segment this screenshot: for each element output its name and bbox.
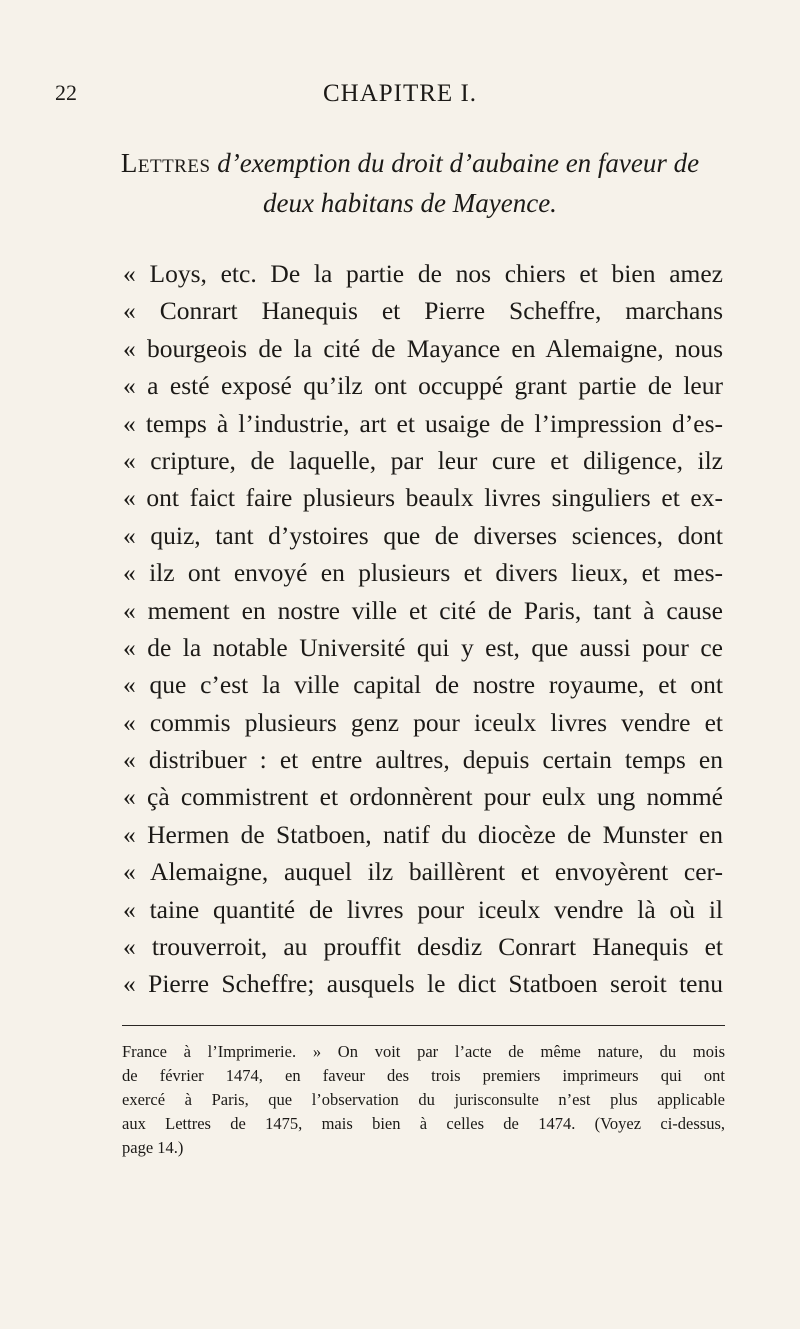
body-line: « de la notable Université qui y est, que aussi pour ce — [123, 632, 723, 662]
body-line: « bourgeois de la cité de Mayance en Alemaigne, nous — [123, 333, 723, 363]
title-italic-text: d’exemption du droit d’aubaine en faveur de — [217, 148, 700, 178]
page-number: 22 — [55, 80, 77, 105]
body-line: « a esté exposé qu’ilz ont occuppé grant partie de leur — [123, 371, 723, 401]
body-line: « Conrart Hanequis et Pierre Scheffre, marchans — [123, 296, 723, 326]
body-line: « temps à l’industrie, art et usaige de l’impression d’es- — [123, 408, 723, 438]
body-line: « Loys, etc. De la partie de nos chiers et bien amez — [123, 259, 723, 288]
body-line: « ont faict faire plusieurs beaulx livres singuliers et ex- — [123, 483, 723, 513]
body-line: « taine quantité de livres pour iceulx vendre là où il — [123, 894, 723, 924]
body-line: « cripture, de laquelle, par leur cure et diligence, ilz — [123, 445, 723, 475]
footnote-line: aux Lettres de 1475, mais bien à celles de 1474. (Voyez ci-dessus, — [122, 1114, 725, 1133]
body-line: « Alemaigne, auquel ilz baillèrent et envoyèrent cer- — [123, 857, 723, 887]
body-line: « trouverroit, au prouffit desdiz Conrart Hanequis et — [123, 932, 723, 962]
footnote-line: page 14.) — [122, 1138, 184, 1157]
footnote-line: de février 1474, en faveur des trois premiers imprimeurs qui ont — [122, 1066, 725, 1085]
body-line: « que c’est la ville capital de nostre royaume, et ont — [123, 670, 723, 700]
body-text — [123, 255, 723, 1003]
footnote-line: France à l’Imprimerie. » On voit par l’acte de même nature, du mois — [122, 1042, 725, 1061]
body-line: « Hermen de Statboen, natif du diocèze de Munster en — [123, 819, 723, 849]
body-line: « Pierre Scheffre; ausquels le dict Statboen seroit tenu — [123, 969, 723, 999]
body-line: « commis plusieurs genz pour iceulx livres vendre et — [123, 707, 723, 737]
body-line: « ilz ont envoyé en plusieurs et divers lieux, et mes- — [123, 558, 723, 588]
body-line: « quiz, tant d’ystoires que de diverses sciences, dont — [123, 520, 723, 550]
body-line: « distribuer : et entre aultres, depuis certain temps en — [123, 745, 723, 775]
title-line-2: deux habitans de Mayence. — [263, 188, 557, 218]
footnote-line: exercé à Paris, que l’observation du jurisconsulte n’est plus applicable — [122, 1090, 725, 1109]
footnote-divider — [122, 1025, 725, 1026]
running-head: CHAPITRE I. — [322, 80, 478, 107]
section-title — [60, 143, 760, 223]
footnote — [122, 1040, 725, 1160]
body-line: « çà commistrent et ordonnèrent pour eulx ung nommé — [123, 782, 723, 812]
title-line-1 — [60, 143, 760, 183]
page-header — [55, 80, 745, 116]
body-line: « mement en nostre ville et cité de Paris, tant à cause — [123, 595, 723, 625]
title-small-caps-word: Lettres — [120, 148, 211, 178]
